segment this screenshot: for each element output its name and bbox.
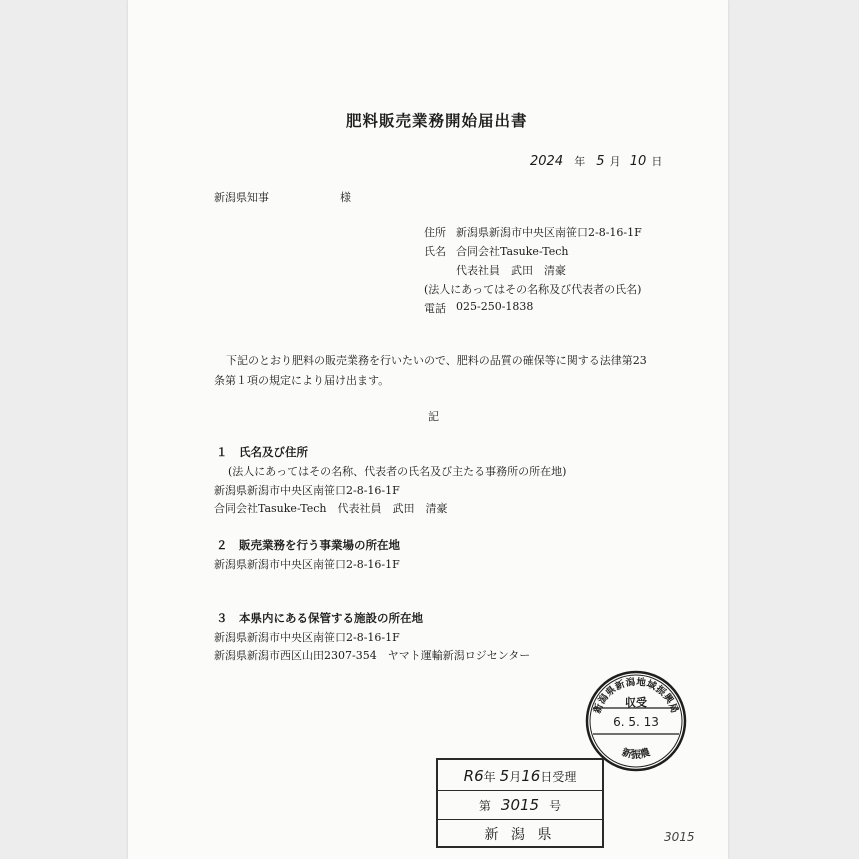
name-label: 氏名 (424, 245, 446, 258)
addressee-honorific: 様 (340, 191, 351, 204)
stamp-top-text: 新潟県新潟地域振興局 (592, 676, 680, 716)
body-line-2: 条第１項の規定により届け出ます。 (214, 374, 390, 387)
section3-heading: ３ 本県内にある保管する施設の所在地 (216, 611, 423, 625)
section2-address: 新潟県新潟市中央区南笹口2-8-16-1F (214, 558, 400, 571)
receipt-day-suffix: 日受理 (540, 769, 577, 784)
body-line-1: 下記のとおり肥料の販売業務を行いたいので、肥料の品質の確保等に関する法律第23 (226, 354, 647, 367)
date-month: 5 (596, 154, 605, 169)
ki-marker: 記 (428, 410, 439, 423)
phone-label: 電話 (424, 302, 446, 315)
applicant-representative: 代表社員 武田 清豪 (456, 264, 566, 277)
applicant-phone: 025-250-1838 (456, 300, 534, 313)
date-year: 2024 (530, 154, 564, 169)
applicant-company: 合同会社Tasuke-Tech (456, 245, 569, 258)
margin-number: 3015 (664, 830, 695, 844)
applicant-note: (法人にあってはその名称及び代表者の氏名) (424, 283, 642, 296)
receipt-day: 16 (521, 767, 541, 785)
date-month-unit: 月 (609, 155, 621, 168)
section1-heading: １ 氏名及び住所 (216, 445, 308, 459)
stamp-date: 6. 5. 13 (613, 715, 659, 729)
addressee-name: 新潟県知事 (214, 191, 269, 204)
date-year-unit: 年 (574, 155, 586, 168)
svg-text:新振農 (620, 745, 651, 760)
date-line (530, 150, 662, 169)
stamp-bottom-text: 新振農 (620, 747, 652, 761)
section1-company: 合同会社Tasuke-Tech 代表社員 武田 清豪 (214, 502, 448, 515)
receipt-number-prefix: 第 (478, 798, 491, 813)
date-day: 10 (629, 154, 647, 169)
received-stamp (585, 670, 687, 772)
receipt-era-year: R6 (463, 767, 484, 785)
section3-address2: 新潟県新潟市西区山田2307-354 ヤマト運輸新潟ロジセンター (214, 649, 531, 662)
section2-heading: ２ 販売業務を行う事業場の所在地 (216, 538, 400, 552)
receipt-date-row (438, 762, 602, 790)
receipt-number-row (438, 791, 602, 819)
stamp-received-text: 収受 (625, 696, 647, 709)
address-label: 住所 (424, 226, 446, 239)
section1-address: 新潟県新潟市中央区南笹口2-8-16-1F (214, 484, 400, 497)
date-day-unit: 日 (651, 155, 663, 168)
applicant-address: 新潟県新潟市中央区南笹口2-8-16-1F (456, 226, 642, 239)
receipt-box (436, 758, 604, 848)
receipt-month: 5 (499, 767, 510, 785)
receipt-month-unit: 月 (509, 769, 522, 784)
document-title: 肥料販売業務開始届出書 (346, 111, 528, 130)
receipt-prefecture: 新 潟 県 (484, 826, 556, 843)
section1-note: (法人にあってはその名称、代表者の氏名及び主たる事務所の所在地) (228, 465, 567, 478)
receipt-year-unit: 年 (483, 769, 496, 784)
receipt-number-suffix: 号 (549, 798, 562, 813)
section3-address1: 新潟県新潟市中央区南笹口2-8-16-1F (214, 631, 400, 644)
receipt-number: 3015 (500, 796, 540, 814)
